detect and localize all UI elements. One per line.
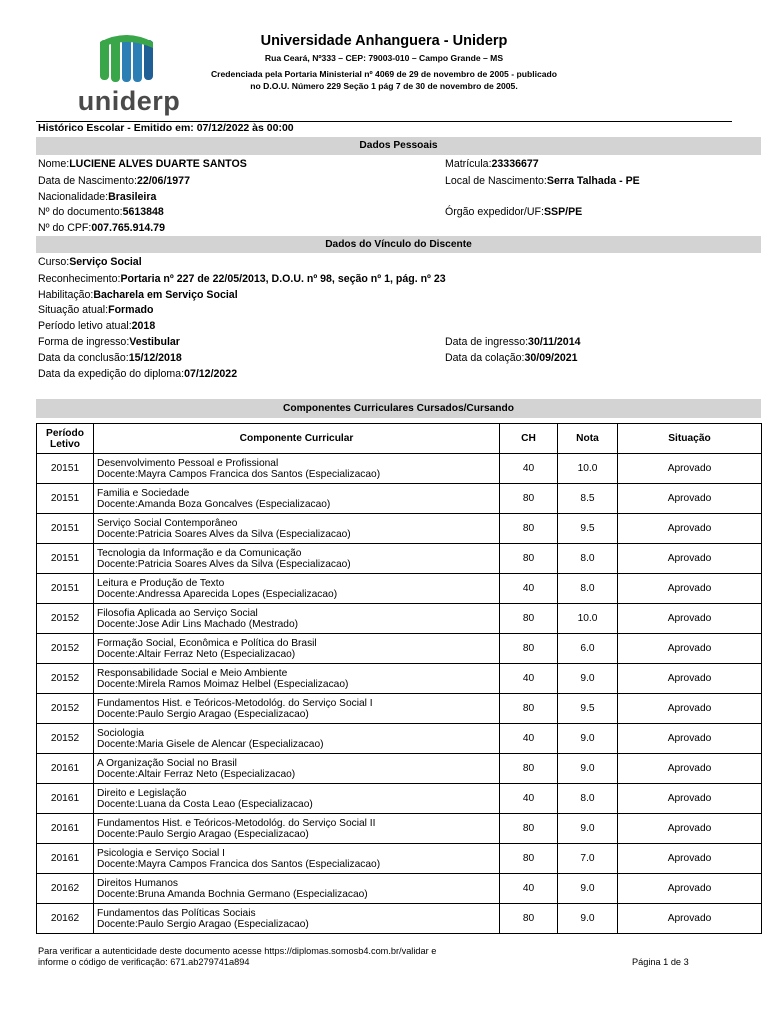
cell-period: 20151 bbox=[37, 454, 94, 484]
page-number: Página 1 de 3 bbox=[632, 957, 689, 967]
cell-component bbox=[94, 754, 500, 784]
entry-form-field: Forma de ingresso:Vestibular bbox=[38, 336, 180, 348]
cell-status: Aprovado bbox=[618, 544, 762, 574]
status-field: Situação atual:Formado bbox=[38, 304, 154, 316]
cell-grade: 9.0 bbox=[558, 814, 618, 844]
cell-period: 20162 bbox=[37, 904, 94, 934]
component-name: Fundamentos das Políticas Sociais bbox=[97, 907, 256, 919]
logo-wordmark: uniderp bbox=[77, 86, 181, 116]
cell-grade: 9.0 bbox=[558, 874, 618, 904]
cell-grade: 8.0 bbox=[558, 784, 618, 814]
cell-status: Aprovado bbox=[618, 814, 762, 844]
cell-grade: 8.0 bbox=[558, 574, 618, 604]
table-row bbox=[37, 694, 762, 724]
cell-status: Aprovado bbox=[618, 574, 762, 604]
component-teacher: Docente:Patricia Soares Alves da Silva (Especializacao) bbox=[97, 558, 351, 570]
cell-status: Aprovado bbox=[618, 634, 762, 664]
cell-status: Aprovado bbox=[618, 454, 762, 484]
component-teacher: Docente:Mayra Campos Francica dos Santos (Especializacao) bbox=[97, 858, 381, 870]
cell-component bbox=[94, 844, 500, 874]
cell-ch: 40 bbox=[500, 784, 558, 814]
cell-period: 20151 bbox=[37, 514, 94, 544]
component-name: Direitos Humanos bbox=[97, 877, 178, 889]
cell-component bbox=[94, 904, 500, 934]
component-teacher: Docente:Amanda Boza Goncalves (Especializacao) bbox=[97, 498, 331, 510]
header-ch: CH bbox=[500, 424, 558, 454]
component-name: Serviço Social Contemporâneo bbox=[97, 517, 238, 529]
component-name: Direito e Legislação bbox=[97, 787, 187, 799]
qualification-field: Habilitação:Bacharela em Serviço Social bbox=[38, 289, 238, 301]
cell-ch: 40 bbox=[500, 574, 558, 604]
university-logo bbox=[70, 30, 188, 125]
component-name: Fundamentos Hist. e Teóricos-Metodológ. do Serviço Social II bbox=[97, 817, 376, 829]
birth-field: Data de Nascimento:22/06/1977 bbox=[38, 175, 190, 187]
component-name: Psicologia e Serviço Social I bbox=[97, 847, 225, 859]
cell-grade: 9.0 bbox=[558, 724, 618, 754]
cell-component bbox=[94, 634, 500, 664]
table-row bbox=[37, 514, 762, 544]
table-row bbox=[37, 874, 762, 904]
cell-ch: 40 bbox=[500, 454, 558, 484]
cell-component bbox=[94, 544, 500, 574]
cell-component bbox=[94, 874, 500, 904]
cell-component bbox=[94, 724, 500, 754]
recognition-field: Reconhecimento:Portaria nº 227 de 22/05/2013, D.O.U. nº 98, seção nº 1, pág. nº 23 bbox=[38, 273, 446, 285]
components-table bbox=[36, 423, 762, 934]
institution-address: Rua Ceará, Nº333 – CEP: 79003-010 – Campo Grande – MS bbox=[264, 53, 504, 63]
cell-grade: 8.0 bbox=[558, 544, 618, 574]
table-header-row bbox=[37, 424, 762, 454]
nationality-field: Nacionalidade:Brasileira bbox=[38, 191, 157, 203]
table-row bbox=[37, 784, 762, 814]
document-field: Nº do documento:5613848 bbox=[38, 206, 164, 218]
emission-info: Histórico Escolar - Emitido em: 07/12/2022 às 00:00 bbox=[38, 122, 294, 134]
components-table-body bbox=[37, 454, 762, 934]
cell-component bbox=[94, 514, 500, 544]
cell-period: 20152 bbox=[37, 604, 94, 634]
cell-grade: 10.0 bbox=[558, 454, 618, 484]
cell-grade: 10.0 bbox=[558, 604, 618, 634]
cell-period: 20161 bbox=[37, 814, 94, 844]
cell-grade: 7.0 bbox=[558, 844, 618, 874]
table-row bbox=[37, 604, 762, 634]
table-row bbox=[37, 544, 762, 574]
cell-status: Aprovado bbox=[618, 514, 762, 544]
cell-ch: 80 bbox=[500, 544, 558, 574]
table-row bbox=[37, 454, 762, 484]
section-personal-data: Dados Pessoais bbox=[36, 137, 761, 155]
diploma-field: Data da expedição do diploma:07/12/2022 bbox=[38, 368, 238, 380]
cell-status: Aprovado bbox=[618, 604, 762, 634]
cell-component bbox=[94, 574, 500, 604]
table-row bbox=[37, 904, 762, 934]
component-name: Familia e Sociedade bbox=[97, 487, 190, 499]
cell-ch: 80 bbox=[500, 904, 558, 934]
accreditation-line-2: no D.O.U. Número 229 Seção 1 pág 7 de 30 de novembro de 2005. bbox=[250, 81, 518, 91]
cell-ch: 80 bbox=[500, 634, 558, 664]
verification-line-1: Para verificar a autenticidade deste documento acesse https://diplomas.somosb4.com.br/validar e bbox=[38, 946, 437, 956]
table-row bbox=[37, 724, 762, 754]
header-component: Componente Curricular bbox=[94, 424, 500, 454]
header-period: Período Letivo bbox=[37, 424, 94, 454]
cell-component bbox=[94, 814, 500, 844]
cell-status: Aprovado bbox=[618, 904, 762, 934]
cell-period: 20151 bbox=[37, 484, 94, 514]
component-name: Desenvolvimento Pessoal e Profissional bbox=[97, 457, 279, 469]
component-teacher: Docente:Mayra Campos Francica dos Santos (Especializacao) bbox=[97, 468, 381, 480]
cell-status: Aprovado bbox=[618, 664, 762, 694]
cell-ch: 80 bbox=[500, 844, 558, 874]
cell-period: 20152 bbox=[37, 664, 94, 694]
cell-component bbox=[94, 664, 500, 694]
entry-date-field: Data de ingresso:30/11/2014 bbox=[445, 336, 581, 348]
header-grade: Nota bbox=[558, 424, 618, 454]
table-row bbox=[37, 814, 762, 844]
section-enrollment-data: Dados do Vínculo do Discente bbox=[36, 236, 761, 253]
cell-period: 20152 bbox=[37, 694, 94, 724]
component-teacher: Docente:Jose Adir Lins Machado (Mestrado) bbox=[97, 618, 299, 630]
verification-note bbox=[38, 946, 436, 968]
cell-grade: 9.0 bbox=[558, 754, 618, 784]
cell-component bbox=[94, 454, 500, 484]
component-name: Sociologia bbox=[97, 727, 145, 739]
cell-period: 20151 bbox=[37, 574, 94, 604]
component-teacher: Docente:Maria Gisele de Alencar (Especializacao) bbox=[97, 738, 324, 750]
cell-ch: 80 bbox=[500, 484, 558, 514]
cell-grade: 9.5 bbox=[558, 514, 618, 544]
component-teacher: Docente:Luana da Costa Leao (Especializacao) bbox=[97, 798, 313, 810]
cell-status: Aprovado bbox=[618, 724, 762, 754]
cell-ch: 40 bbox=[500, 664, 558, 694]
table-row bbox=[37, 754, 762, 784]
table-row bbox=[37, 634, 762, 664]
cell-period: 20162 bbox=[37, 874, 94, 904]
cell-component bbox=[94, 604, 500, 634]
birthplace-field: Local de Nascimento:Serra Talhada - PE bbox=[445, 175, 640, 187]
component-name: Leitura e Produção de Texto bbox=[97, 577, 225, 589]
cell-grade: 8.5 bbox=[558, 484, 618, 514]
cell-ch: 80 bbox=[500, 754, 558, 784]
cell-component bbox=[94, 694, 500, 724]
name-field: Nome:LUCIENE ALVES DUARTE SANTOS bbox=[38, 158, 247, 170]
cell-period: 20151 bbox=[37, 544, 94, 574]
cell-status: Aprovado bbox=[618, 694, 762, 724]
component-teacher: Docente:Bruna Amanda Bochnia Germano (Especializacao) bbox=[97, 888, 368, 900]
table-row bbox=[37, 664, 762, 694]
completion-field: Data da conclusão:15/12/2018 bbox=[38, 352, 182, 364]
cell-status: Aprovado bbox=[618, 484, 762, 514]
cell-period: 20161 bbox=[37, 844, 94, 874]
cell-grade: 9.5 bbox=[558, 694, 618, 724]
cell-component bbox=[94, 784, 500, 814]
cell-grade: 9.0 bbox=[558, 664, 618, 694]
cell-period: 20152 bbox=[37, 724, 94, 754]
cell-ch: 40 bbox=[500, 724, 558, 754]
component-teacher: Docente:Altair Ferraz Neto (Especializacao) bbox=[97, 648, 296, 660]
cell-ch: 80 bbox=[500, 694, 558, 724]
verification-line-2: informe o código de verificação: 671.ab279741a894 bbox=[38, 957, 250, 967]
component-name: Responsabilidade Social e Meio Ambiente bbox=[97, 667, 288, 679]
cell-period: 20161 bbox=[37, 754, 94, 784]
component-teacher: Docente:Altair Ferraz Neto (Especializacao) bbox=[97, 768, 296, 780]
cell-grade: 9.0 bbox=[558, 904, 618, 934]
cell-status: Aprovado bbox=[618, 754, 762, 784]
component-name: A Organização Social no Brasil bbox=[97, 757, 237, 769]
cell-status: Aprovado bbox=[618, 844, 762, 874]
cell-period: 20152 bbox=[37, 634, 94, 664]
header-status: Situação bbox=[618, 424, 762, 454]
table-row bbox=[37, 844, 762, 874]
component-name: Tecnologia da Informação e da Comunicação bbox=[97, 547, 302, 559]
component-teacher: Docente:Andressa Aparecida Lopes (Especializacao) bbox=[97, 588, 338, 600]
issuer-field: Órgão expedidor/UF:SSP/PE bbox=[445, 206, 583, 218]
component-teacher: Docente:Patricia Soares Alves da Silva (Especializacao) bbox=[97, 528, 351, 540]
cell-status: Aprovado bbox=[618, 784, 762, 814]
graduation-field: Data da colação:30/09/2021 bbox=[445, 352, 578, 364]
component-name: Formação Social, Econômica e Política do Brasil bbox=[97, 637, 317, 649]
component-teacher: Docente:Paulo Sergio Aragao (Especializacao) bbox=[97, 708, 309, 720]
cell-status: Aprovado bbox=[618, 874, 762, 904]
period-field: Período letivo atual:2018 bbox=[38, 320, 156, 332]
component-teacher: Docente:Paulo Sergio Aragao (Especializacao) bbox=[97, 828, 309, 840]
accreditation-line-1: Credenciada pela Portaria Ministerial nº 4069 de 29 de novembro de 2005 - publicado bbox=[210, 69, 558, 79]
component-name: Fundamentos Hist. e Teóricos-Metodológ. do Serviço Social I bbox=[97, 697, 373, 709]
table-row bbox=[37, 484, 762, 514]
component-name: Filosofia Aplicada ao Serviço Social bbox=[97, 607, 258, 619]
table-row bbox=[37, 574, 762, 604]
course-field: Curso:Serviço Social bbox=[38, 256, 142, 268]
cpf-field: Nº do CPF:007.765.914.79 bbox=[38, 222, 165, 234]
component-teacher: Docente:Paulo Sergio Aragao (Especializacao) bbox=[97, 918, 309, 930]
component-teacher: Docente:Mirela Ramos Moimaz Helbel (Especializacao) bbox=[97, 678, 349, 690]
cell-ch: 80 bbox=[500, 604, 558, 634]
cell-ch: 40 bbox=[500, 874, 558, 904]
institution-name: Universidade Anhanguera - Uniderp bbox=[260, 33, 508, 49]
cell-period: 20161 bbox=[37, 784, 94, 814]
enrollment-field: Matrícula:23336677 bbox=[445, 158, 539, 170]
section-components: Componentes Curriculares Cursados/Cursando bbox=[36, 399, 761, 418]
cell-grade: 6.0 bbox=[558, 634, 618, 664]
cell-ch: 80 bbox=[500, 514, 558, 544]
cell-component bbox=[94, 484, 500, 514]
cell-ch: 80 bbox=[500, 814, 558, 844]
